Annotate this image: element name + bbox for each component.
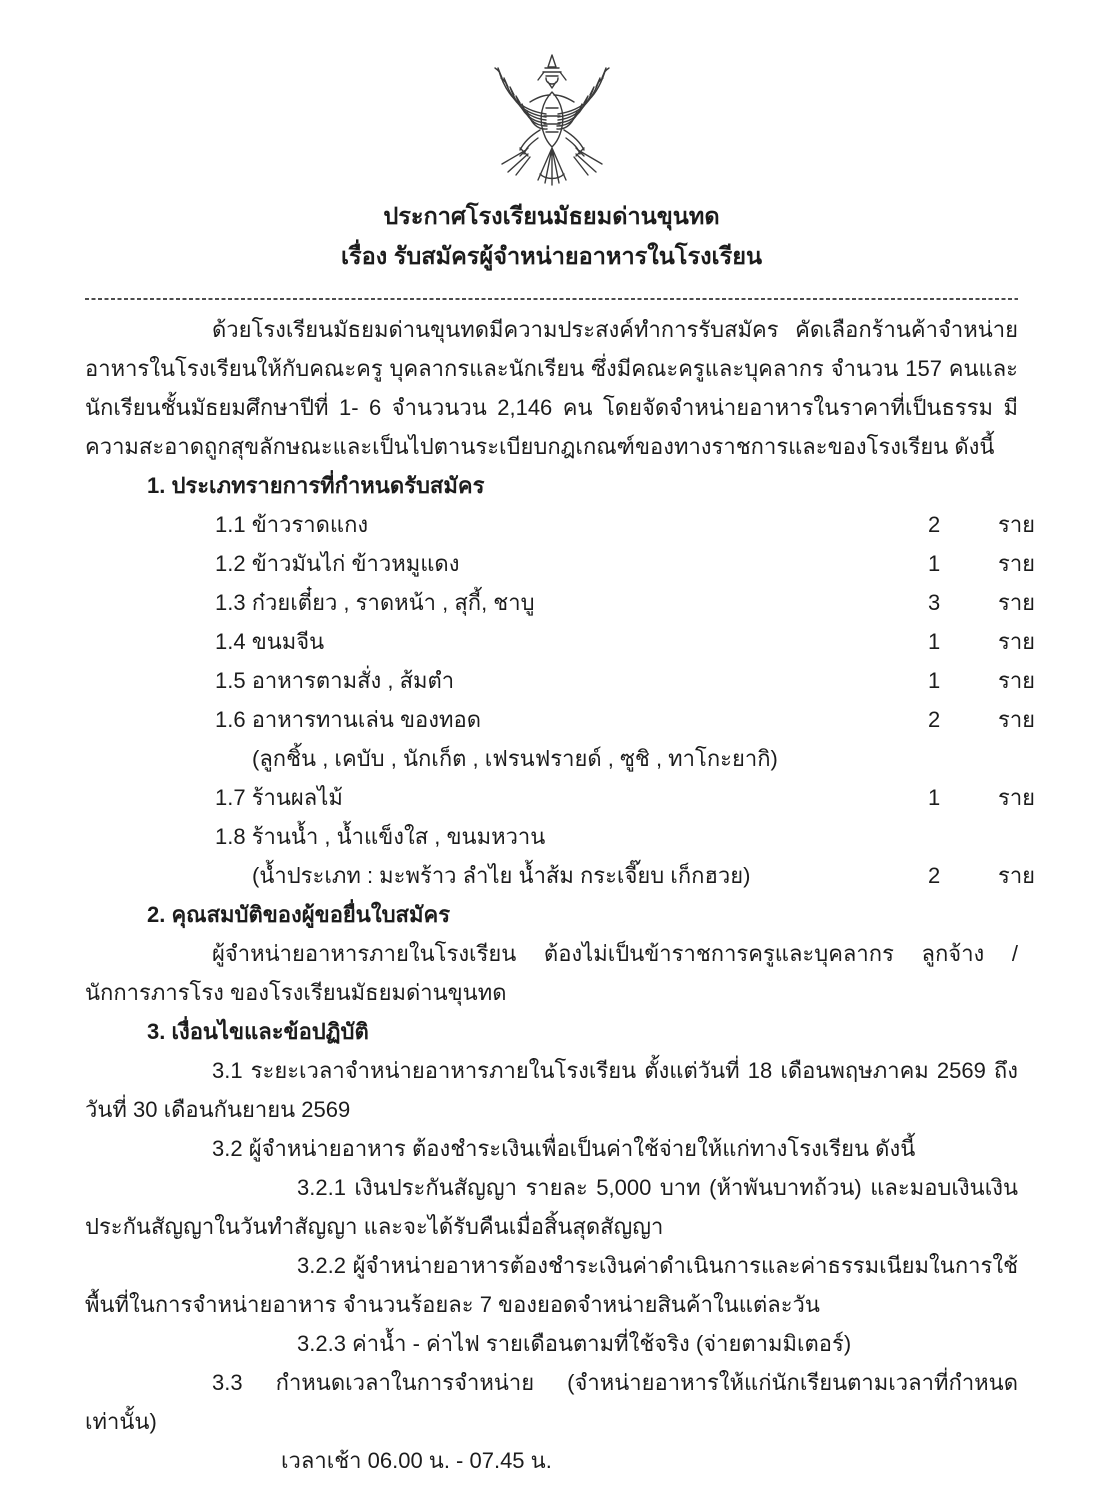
menu-item-subnote: [85, 856, 1036, 895]
emblem-container: [85, 0, 1018, 192]
menu-item-quantity: 1: [928, 551, 941, 576]
menu-item-row: [85, 778, 1036, 817]
menu-item-quantity: 1: [928, 668, 941, 693]
section-2-heading: 2. คุณสมบัติของผู้ขอยื่นใบสมัคร: [147, 902, 451, 927]
menu-item-row: [85, 700, 1036, 739]
menu-item-label: 1.1 ข้าวราดแกง: [215, 512, 369, 537]
menu-item-unit: ราย: [998, 668, 1036, 693]
menu-item-quantity: 1: [928, 785, 941, 810]
menu-item-row: [85, 505, 1036, 544]
selling-time-morning: เวลาเช้า 06.00 น. - 07.45 น.: [281, 1448, 552, 1473]
clause-3-2-2: 3.2.2 ผู้จำหน่ายอาหารต้องชำระเงินค่าดำเนินการและค่าธรรมเนียมในการใช้พื้นที่ในการจำหน่ายอาหาร จำนวนร้อยละ 7 ของยอดจำหน่ายสินค้าในแต่ละวัน: [85, 1253, 1018, 1317]
menu-item-row: [85, 661, 1036, 700]
menu-item-unit: ราย: [998, 863, 1036, 888]
menu-item-label: 1.7 ร้านผลไม้: [215, 785, 343, 810]
menu-item-row: [85, 817, 1018, 856]
menu-item-label: 1.5 อาหารตามสั่ง , ส้มตำ: [215, 668, 455, 693]
menu-item-quantity: 2: [928, 707, 941, 732]
menu-item-row: [85, 544, 1036, 583]
menu-item-label: 1.8 ร้านน้ำ , น้ำแข็งใส , ขนมหวาน: [215, 824, 546, 849]
document-subject: เรื่อง รับสมัครผู้จำหน่ายอาหารในโรงเรียน: [340, 243, 763, 269]
menu-item-quantity: 2: [928, 512, 941, 537]
document-title: ประกาศโรงเรียนมัธยมด่านขุนทด: [383, 203, 720, 229]
section-1-heading: 1. ประเภทรายการที่กำหนดรับสมัคร: [147, 473, 485, 498]
menu-item-unit: ราย: [998, 785, 1036, 810]
garuda-emblem-icon: [486, 52, 618, 188]
menu-item-label: 1.6 อาหารทานเล่น ของทอด: [215, 707, 481, 732]
menu-item-label: (ลูกชิ้น , เคบับ , นักเก็ต , เฟรนฟรายด์ , ซูชิ , ทาโกะยากิ): [252, 746, 778, 771]
menu-item-row: [85, 622, 1036, 661]
clause-3-2: 3.2 ผู้จำหน่ายอาหาร ต้องชำระเงินเพื่อเป็นค่าใช้จ่ายให้แก่ทางโรงเรียน ดังนี้: [212, 1136, 916, 1161]
menu-item-label: 1.4 ขนมจีน: [215, 629, 325, 654]
menu-item-unit: ราย: [998, 551, 1036, 576]
menu-item-label: 1.3 ก๋วยเตี๋ยว , ราดหน้า , สุกี้, ชาบู: [215, 590, 535, 615]
menu-item-quantity: 2: [928, 863, 941, 888]
section-3-heading: 3. เงื่อนไขและข้อปฏิบัติ: [147, 1019, 369, 1044]
clause-3-2-1: 3.2.1 เงินประกันสัญญา รายละ 5,000 บาท (ห้าพันบาทถ้วน) และมอบเงินเงินประกันสัญญาในวันทำสัญญา และจะได้รับคืนเมื่อสิ้นสุดสัญญา: [85, 1175, 1018, 1239]
menu-item-unit: ราย: [998, 629, 1036, 654]
menu-item-unit: ราย: [998, 512, 1036, 537]
menu-item-subnote: [85, 739, 1018, 778]
menu-item-row: [85, 583, 1036, 622]
menu-item-quantity: 1: [928, 629, 941, 654]
dashed-divider: [85, 298, 1018, 300]
intro-paragraph: ด้วยโรงเรียนมัธยมด่านขุนทดมีความประสงค์ทำการรับสมัคร คัดเลือกร้านค้าจำหน่ายอาหารในโรงเรียนให้กับคณะครู บุคลากรและนักเรียน ซึ่งมีคณะครูและบุคลากร จำนวน 157 คนและนักเรียนชั้นมัธยมศึกษาปีที่ 1- 6 จำนวนวน 2,146 คน โดยจัดจำหน่ายอาหารในราคาที่เป็นธรรม มีความสะอาดถูกสุขลักษณะและเป็นไปตานระเบียบกฎเกณฑ์ของทางราชการและของโรงเรียน ดังนี้: [85, 317, 1018, 459]
menu-item-unit: ราย: [998, 590, 1036, 615]
menu-item-label: (น้ำประเภท : มะพร้าว ลำไย น้ำส้ม กระเจี๊ยบ เก็กฮวย): [252, 863, 751, 888]
menu-item-label: 1.2 ข้าวมันไก่ ข้าวหมูแดง: [215, 551, 460, 576]
menu-item-quantity: 3: [928, 590, 941, 615]
section-2-body: ผู้จำหน่ายอาหารภายในโรงเรียน ต้องไม่เป็นข้าราชการครูและบุคลากร ลูกจ้าง / นักการภารโรง ของโรงเรียนมัธยมด่านขุนทด: [85, 941, 1018, 1005]
menu-item-unit: ราย: [998, 707, 1036, 732]
clause-3-1: 3.1 ระยะเวลาจำหน่ายอาหารภายในโรงเรียน ตั้งแต่วันที่ 18 เดือนพฤษภาคม 2569 ถึง วันที่ 30 เดือนกันยายน 2569: [85, 1058, 1018, 1122]
clause-3-3: 3.3 กำหนดเวลาในการจำหน่าย (จำหน่ายอาหารให้แก่นักเรียนตามเวลาที่กำหนดเท่านั้น): [85, 1370, 1018, 1434]
clause-3-2-3: 3.2.3 ค่าน้ำ - ค่าไฟ รายเดือนตามที่ใช้จริง (จ่ายตามมิเตอร์): [297, 1331, 852, 1356]
